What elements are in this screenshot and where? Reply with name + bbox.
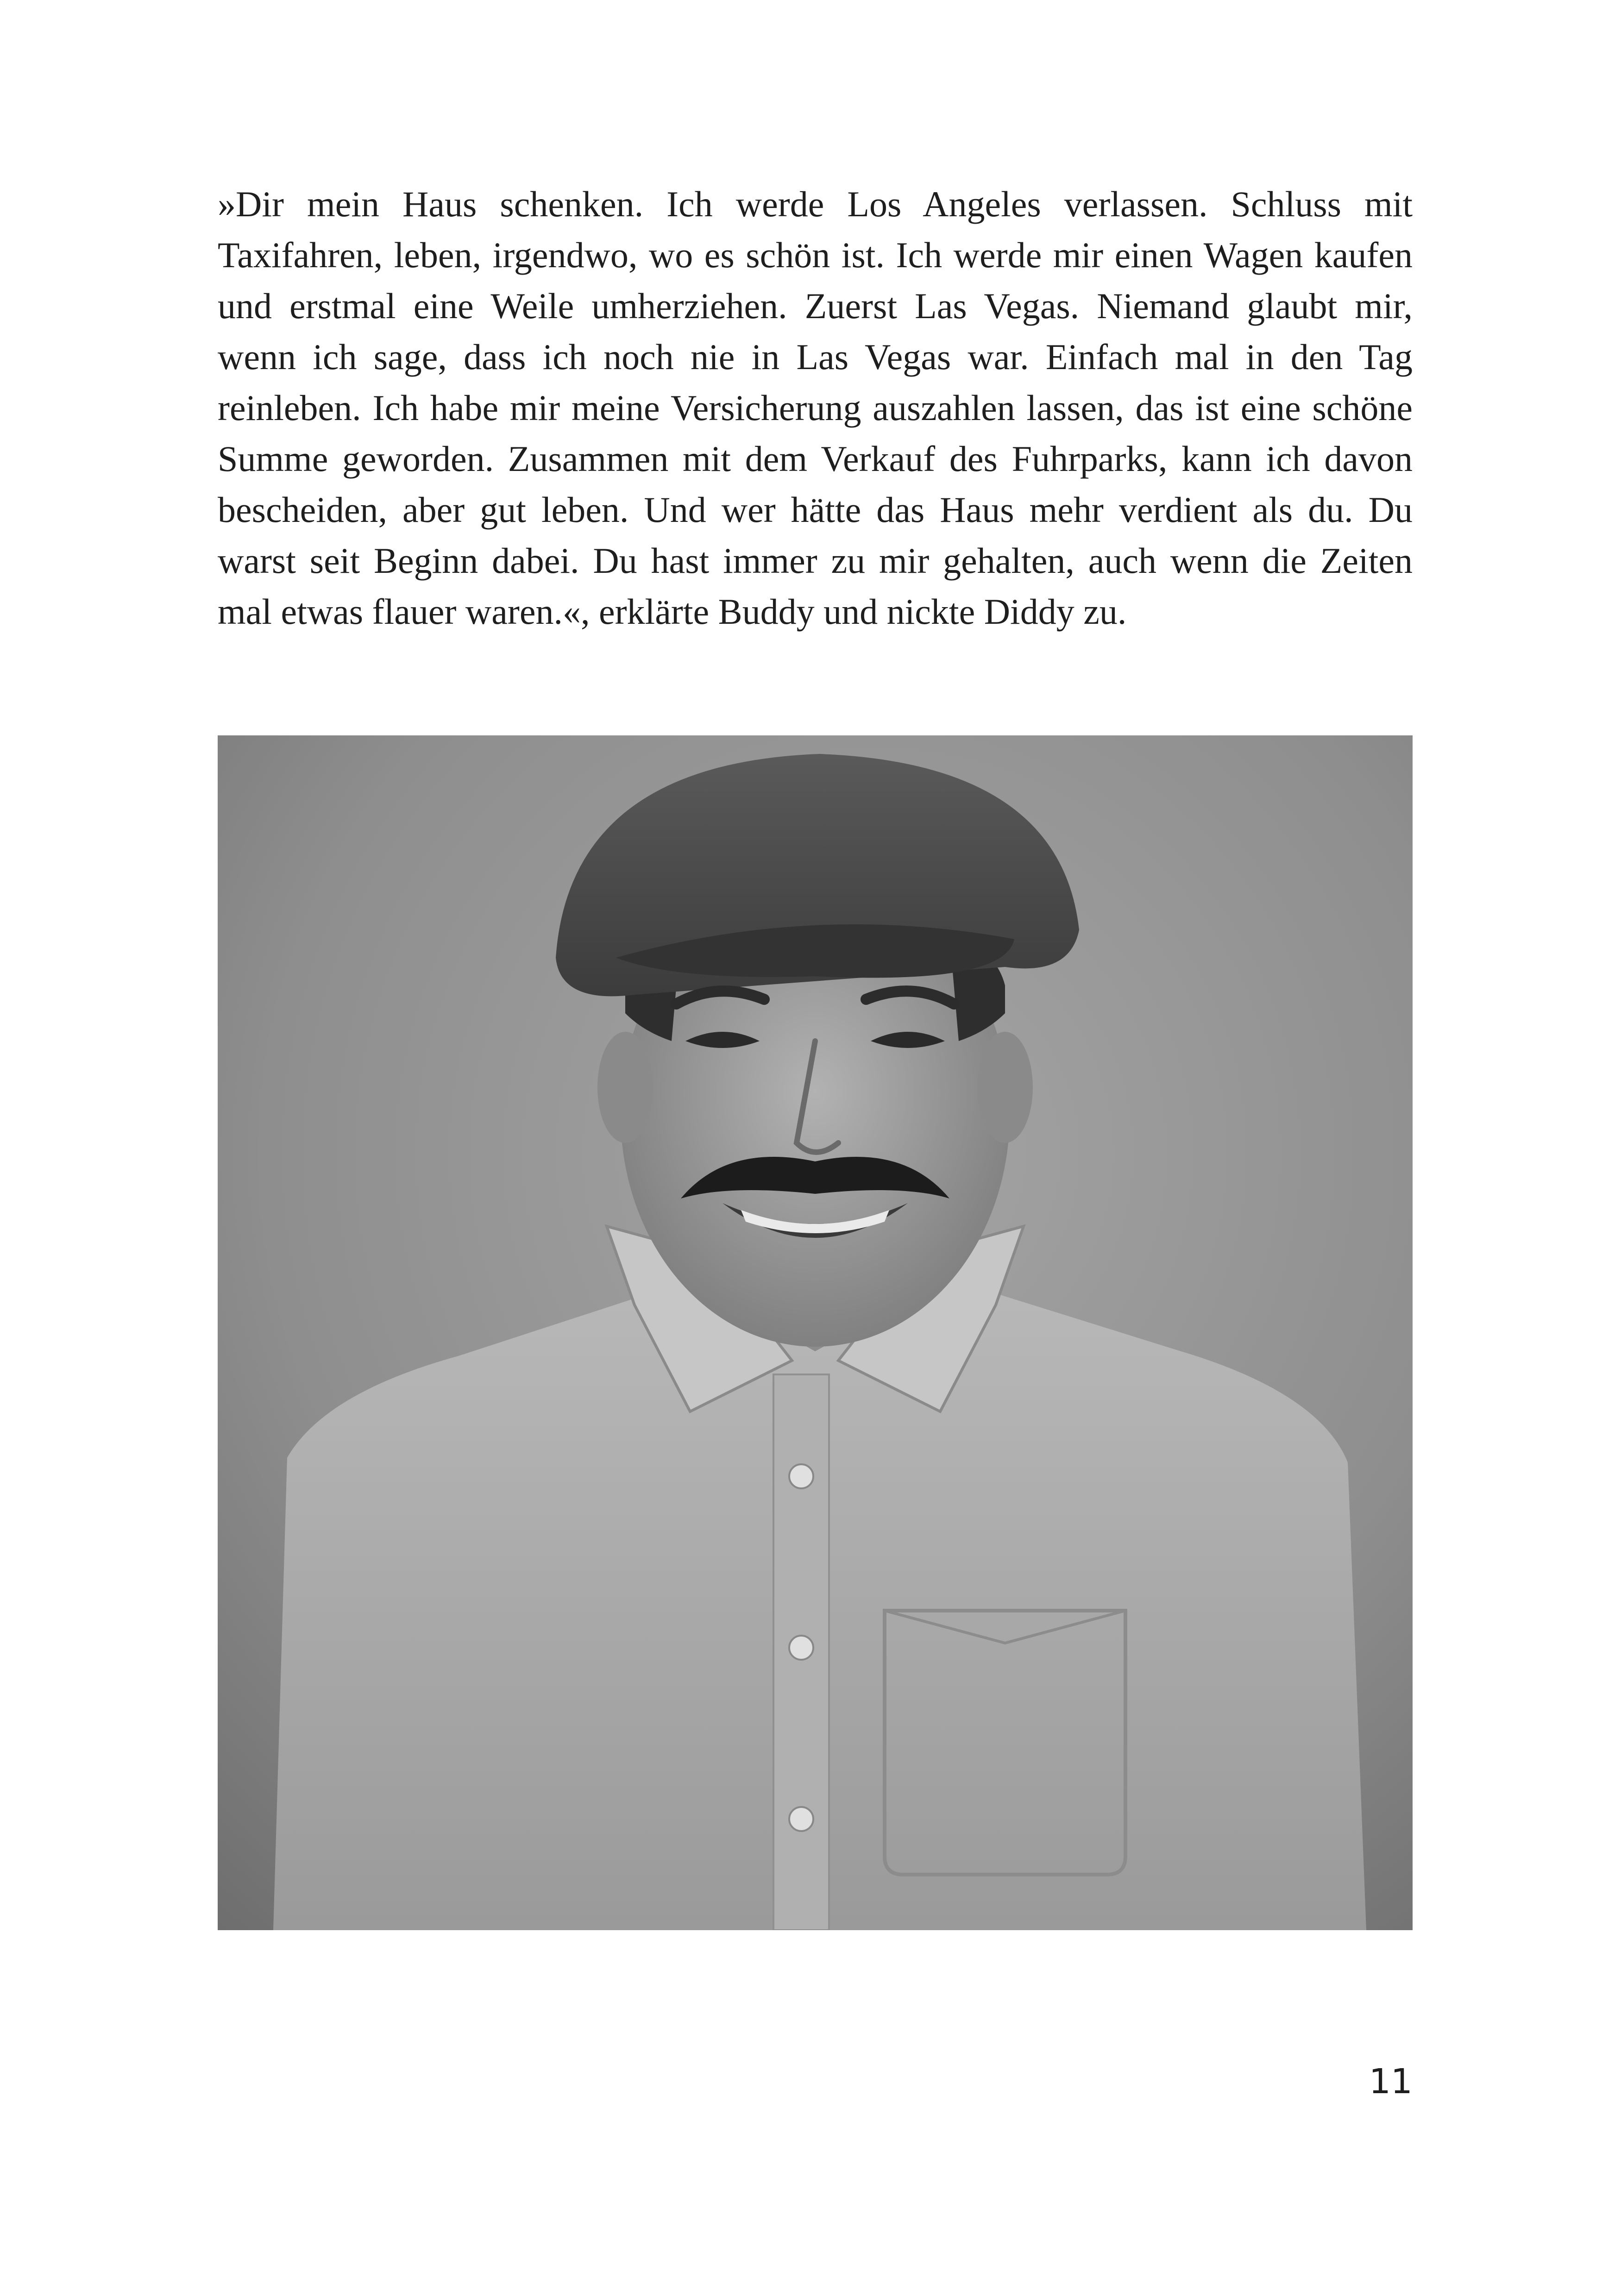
shirt-button: [789, 1807, 813, 1831]
shirt-button: [789, 1636, 813, 1660]
body-paragraph: »Dir mein Haus schenken. Ich werde Los Angeles verlassen. Schluss mit Taxifahren, leben, irgendwo, wo es schön ist. Ich werde mir einen Wagen kaufen und erstmal eine Weile umherziehen. Zuerst Las Vegas. Niemand glaubt mir, wenn ich sage, dass ich noch nie in Las Vegas war. Einfach mal in den Tag reinleben. Ich habe mir meine Versicherung auszahlen lassen, das ist eine schöne Summe geworden. Zusammen mit dem Verkauf des Fuhrparks, kann ich davon bescheiden, aber gut leben. Und wer hätte das Haus mehr verdient als du. Du warst seit Beginn dabei. Du hast immer zu mir gehalten, auch wenn die Zeiten mal etwas flauer waren.«, erklärte Buddy und nickte Diddy zu.: [218, 184, 1413, 632]
portrait-photo: [218, 735, 1413, 1930]
portrait-illustration: [218, 735, 1413, 1930]
page-number: 11: [1369, 2062, 1413, 2102]
ear-right: [977, 1032, 1033, 1143]
shirt-button: [789, 1464, 813, 1488]
ear-left: [597, 1032, 653, 1143]
